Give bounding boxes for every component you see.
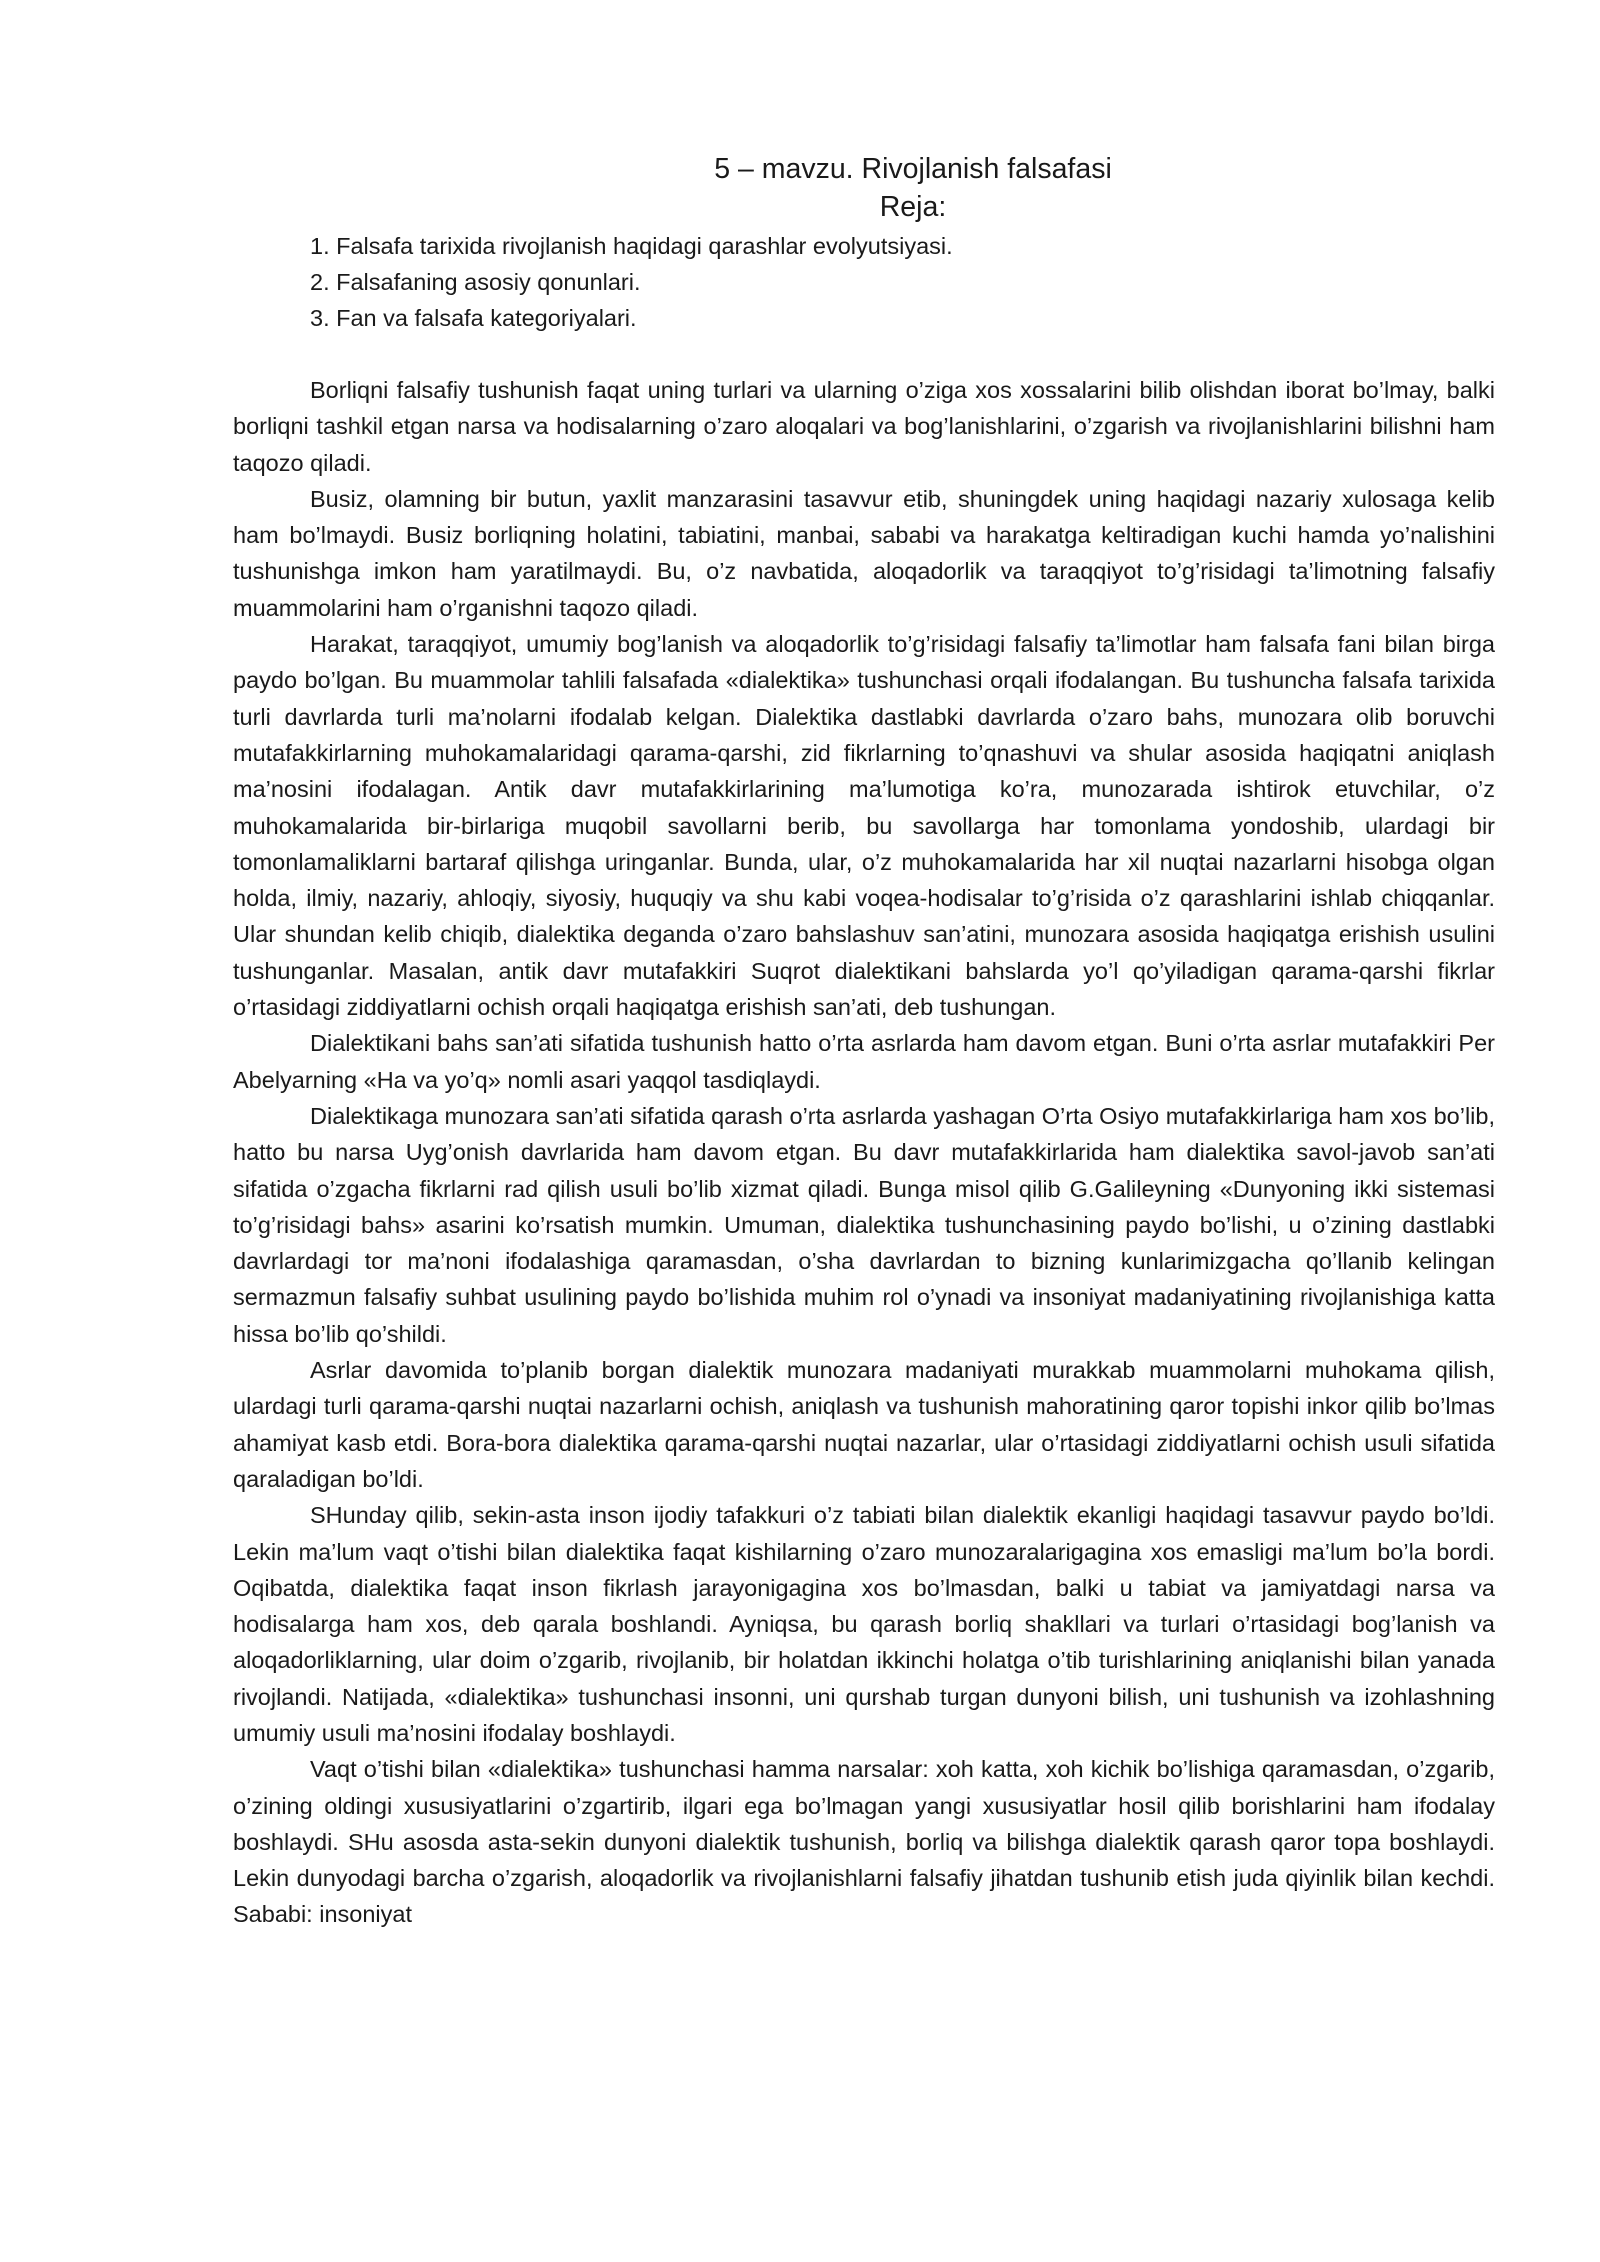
document-body [233, 372, 1495, 1933]
paragraph: Borliqni falsafiy tushunish faqat uning turlari va ularning o’ziga xos xossalarini bilib olishdan iborat bo’lmay, balki borliqni tashkil etgan narsa va hodisalarning o’zaro aloqalari va bog’lanishlarini, o’zgarish va rivojlanishlarini bilishni ham taqozo qiladi. [233, 377, 1495, 476]
plan-heading: Reja: [879, 191, 947, 223]
paragraph: Busiz, olamning bir butun, yaxlit manzarasini tasavvur etib, shuningdek uning haqidagi nazariy xulosaga kelib ham bo’lmaydi. Busiz borliqning holatini, tabiatini, manbai, sababi va harakatga keltiradigan kuchi hamda yo’nalishini tushunishga imkon ham yaratilmaydi. Bu, o’z navbatida, aloqadorlik va taraqqiyot to’g’risidagi ta’limotning falsafiy muammolarini ham o’rganishni taqozo qiladi. [233, 485, 1495, 621]
document-title: 5 – mavzu. Rivojlanish falsafasi [714, 153, 1112, 185]
document-page [233, 150, 1495, 1933]
paragraph: SHunday qilib, sekin-asta inson ijodiy tafakkuri o’z tabiati bilan dialektik ekanligi haqidagi tasavvur paydo bo’ldi. Lekin ma’lum vaqt o’tishi bilan dialektika faqat kishilarning o’zaro munozaralarigagina xos emasligi ma’lum bo’la bordi. Oqibatda, dialektika faqat inson fikrlash jarayonigagina xos bo’lmasdan, balki u tabiat va jamiyatdagi narsa va hodisalarga ham xos, deb qarala boshlandi. Ayniqsa, bu qarash borliq shakllari va turlari o’rtasidagi bog’lanish va aloqadorliklarning, ular doim o’zgarib, rivojlanib, bir holatdan ikkinchi holatga o’tib turishlarining aniqlanishi bilan yanada rivojlandi. Natijada, «dialektika» tushunchasi insonni, uni qurshab turgan dunyoni bilish, uni tushunish va izohlashning umumiy usuli ma’nosini ifodalay boshlaydi. [233, 1502, 1495, 1746]
plan-list [233, 228, 1495, 336]
plan-item: 2. Falsafaning asosiy qonunlari. [310, 269, 641, 295]
paragraph: Harakat, taraqqiyot, umumiy bog’lanish va aloqadorlik to’g’risidagi falsafiy ta’limotlar ham falsafa fani bilan birga paydo bo’lgan. Bu muammolar tahlili falsafada «dialektika» tushunchasi orqali ifodalangan. Bu tushuncha falsafa tarixida turli davrlarda turli ma’nolarni ifodalab kelgan. Dialektika dastlabki davrlarda o’zaro bahs, munozara olib boruvchi mutafakkirlarning muhokamalaridagi qarama-qarshi, zid fikrlarning to’qnashuvi va shular asosida haqiqatni aniqlash ma’nosini ifodalagan. Antik davr mutafakkirlarining ma’lumotiga ko’ra, munozarada ishtirok etuvchilar, o’z muhokamalarida bir-birlariga muqobil savollarni berib, bu savollarga har tomonlama yondoshib, ulardagi bir tomonlamaliklarni bartaraf qilishga uringanlar. Bunda, ular, o’z muhokamalarida har xil nuqtai nazarlarni hisobga olgan holda, ilmiy, nazariy, ahloqiy, siyosiy, huquqiy va shu kabi voqea-hodisalar to’g’risida o’z qarashlarini ishlab chiqqanlar. Ular shundan kelib chiqib, dialektika deganda o’zaro bahslashuv san’atini, munozara asosida haqiqatga erishish usulini tushunganlar. Masalan, antik davr mutafakkiri Suqrot dialektikani bahslarda yo’l qo’yiladigan qarama-qarshi fikrlar o’rtasidagi ziddiyatlarni ochish orqali haqiqatga erishish san’ati, deb tushungan. [233, 631, 1495, 1021]
plan-item: 1. Falsafa tarixida rivojlanish haqidagi qarashlar evolyutsiyasi. [310, 233, 953, 259]
plan-item: 3. Fan va falsafa kategoriyalari. [310, 305, 637, 331]
paragraph: Vaqt o’tishi bilan «dialektika» tushunchasi hamma narsalar: xoh katta, xoh kichik bo’lishiga qaramasdan, o’zgarib, o’zining oldingi xususiyatlarini o’zgartirib, ilgari ega bo’lmagan yangi xususiyatlar hosil qilib borishlarini ham ifodalay boshlaydi. SHu asosda asta-sekin dunyoni dialektik tushunish, borliq va bilishga dialektik qarash qaror topa boshlaydi. Lekin dunyodagi barcha o’zgarish, aloqadorlik va rivojlanishlarni falsafiy jihatdan tushunib etish juda qiyinlik bilan kechdi. Sababi: insoniyat [233, 1756, 1495, 1928]
paragraph: Dialektikani bahs san’ati sifatida tushunish hatto o’rta asrlarda ham davom etgan. Buni o’rta asrlar mutafakkiri Per Abelyarning «Ha va yo’q» nomli asari yaqqol tasdiqlaydi. [233, 1030, 1495, 1093]
paragraph: Asrlar davomida to’planib borgan dialektik munozara madaniyati murakkab muammolarni muhokama qilish, ulardagi turli qarama-qarshi nuqtai nazarlarni ochish, aniqlash va tushunish mahoratining qaror topishi inkor qilib bo’lmas ahamiyat kasb etdi. Bora-bora dialektika qarama-qarshi nuqtai nazarlar, ular o’rtasidagi ziddiyatlarni ochish usuli sifatida qaraladigan bo’ldi. [233, 1357, 1495, 1492]
paragraph: Dialektikaga munozara san’ati sifatida qarash o’rta asrlarda yashagan O’rta Osiyo mutafakkirlariga ham xos bo’lib, hatto bu narsa Uyg’onish davrlarida ham davom etgan. Bu davr mutafakkirlarida ham dialektika savol-javob san’ati sifatida o’zgacha fikrlarni rad qilish usuli bo’lib xizmat qiladi. Bunga misol qilib G.Galileyning «Dunyoning ikki sistemasi to’g’risidagi bahs» asarini ko’rsatish mumkin. Umuman, dialektika tushunchasining paydo bo’lishi, u o’zining dastlabki davrlardagi tor ma’noni ifodalashiga qaramasdan, o’sha davrlardan to bizning kunlarimizgacha qo’llanib kelingan sermazmun falsafiy suhbat usulining paydo bo’lishida muhim rol o’ynadi va insoniyat madaniyatining rivojlanishiga katta hissa bo’lib qo’shildi. [233, 1102, 1495, 1347]
